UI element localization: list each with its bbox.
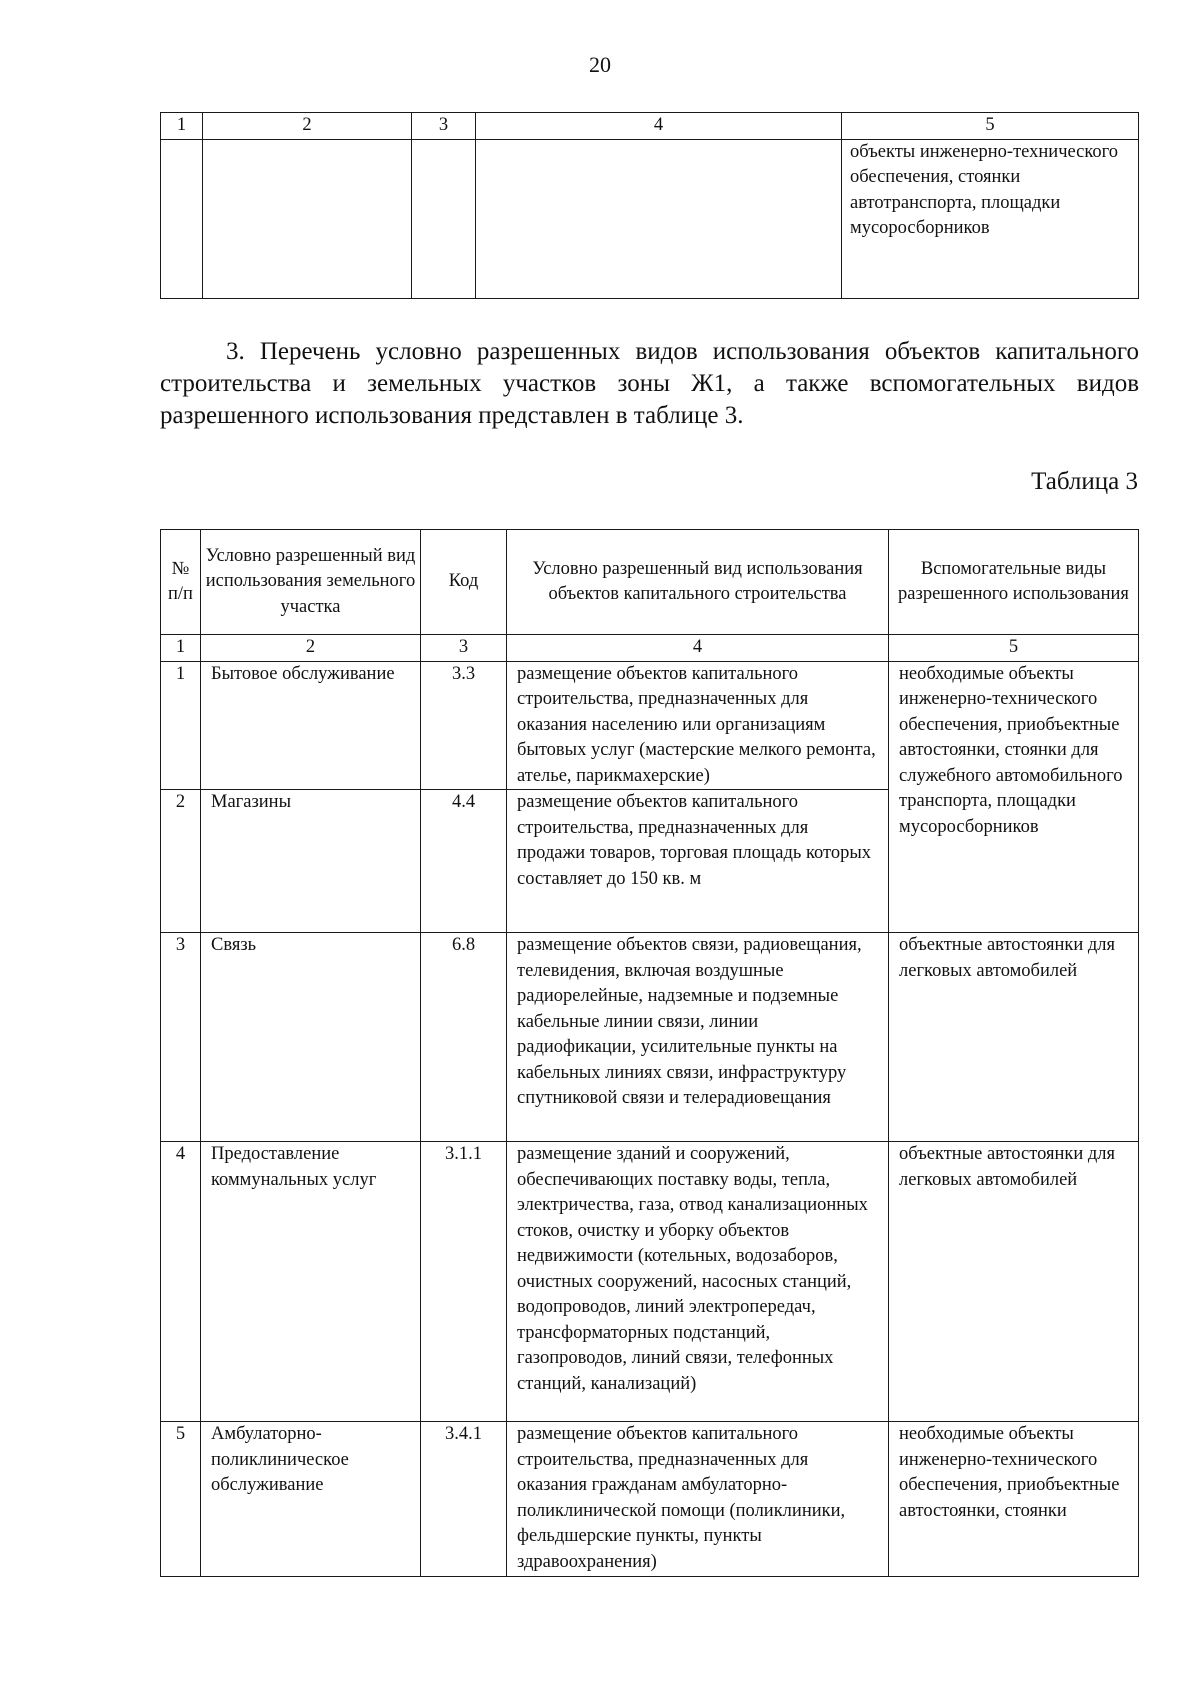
header-number: № п/п: [161, 530, 201, 635]
row-number: 1: [161, 661, 201, 790]
code-cell: 3.4.1: [421, 1422, 507, 1577]
column-number: 1: [161, 113, 203, 140]
column-number-row: [161, 113, 1139, 140]
column-number: 4: [476, 113, 842, 140]
table-header-row: [161, 530, 1139, 635]
table-cell: [161, 139, 203, 298]
capital-use-cell: размещение объектов капитального строительства, предназначенных для оказания населению или организациям бытовых услуг (мастерские мелкого ремонта, ателье, парикмахерские): [507, 661, 889, 790]
capital-use-cell: размещение объектов капитального строительства, предназначенных для продажи товаров, торговая площадь которых составляет до 150 кв. м: [507, 790, 889, 933]
column-number: 4: [507, 635, 889, 662]
code-cell: 4.4: [421, 790, 507, 933]
section-paragraph: [160, 336, 1139, 432]
paragraph-text: 3. Перечень условно разрешенных видов использования объектов капитального строительства и земельных участков зоны Ж1, а также вспомогательных видов разрешенного использования представлен в таблице 3.: [160, 338, 1139, 429]
header-auxiliary: Вспомогательные виды разрешенного использования: [889, 530, 1139, 635]
table-cell: [412, 139, 476, 298]
column-number: 2: [201, 635, 421, 662]
land-use-cell: Магазины: [201, 790, 421, 933]
code-cell: 3.3: [421, 661, 507, 790]
land-use-cell: Амбулаторно-поликлиническое обслуживание: [201, 1422, 421, 1577]
table-caption: Таблица 3: [1031, 468, 1138, 495]
column-number: 2: [203, 113, 412, 140]
land-use-cell: Бытовое обслуживание: [201, 661, 421, 790]
land-use-cell: Предоставление коммунальных услуг: [201, 1142, 421, 1422]
auxiliary-use-cell: необходимые объекты инженерно-технического обеспечения, приобъектные автостоянки, стоянки: [889, 1422, 1139, 1577]
table-row: [161, 661, 1139, 790]
capital-use-cell: размещение объектов капитального строительства, предназначенных для оказания гражданам амбулаторно-поликлинической помощи (поликлиники, фельдшерские пункты, пункты здравоохранения): [507, 1422, 889, 1577]
column-number-row: [161, 635, 1139, 662]
auxiliary-use-cell: объектные автостоянки для легковых автомобилей: [889, 1142, 1139, 1422]
capital-use-cell: размещение зданий и сооружений, обеспечивающих поставку воды, тепла, электричества, газа, отвод канализационных стоков, очистку и уборку объектов недвижимости (котельных, водозаборов, очистных сооружений, насосных станций, водопроводов, линий электропередач, трансформаторных подстанций, газопроводов, линий связи, телефонных станций, канализаций): [507, 1142, 889, 1422]
auxiliary-use-cell: объектные автостоянки для легковых автомобилей: [889, 933, 1139, 1142]
table-row: [161, 1422, 1139, 1577]
capital-use-cell: размещение объектов связи, радиовещания, телевидения, включая воздушные радиорелейные, надземные и подземные кабельные линии связи, линии радиофикации, усилительные пункты на кабельных линиях связи, инфраструктуру спутниковой связи и телерадиовещания: [507, 933, 889, 1142]
header-land-use: Условно разрешенный вид использования земельного участка: [201, 530, 421, 635]
code-cell: 3.1.1: [421, 1142, 507, 1422]
page-number: 20: [589, 52, 611, 77]
table-3: [160, 529, 1139, 1577]
row-number: 5: [161, 1422, 201, 1577]
table-cell: [476, 139, 842, 298]
column-number: 5: [842, 113, 1139, 140]
table-row: [161, 139, 1139, 298]
column-number: 3: [412, 113, 476, 140]
column-number: 3: [421, 635, 507, 662]
auxiliary-use-cell: необходимые объекты инженерно-технического обеспечения, приобъектные автостоянки, стоянки для служебного автомобильного транспорта, площадки мусоросборников: [889, 661, 1139, 933]
table-row: [161, 933, 1139, 1142]
table-row: [161, 1142, 1139, 1422]
row-number: 4: [161, 1142, 201, 1422]
auxiliary-use-cell: объекты инженерно-технического обеспечения, стоянки автотранспорта, площадки мусоросборников: [842, 139, 1139, 298]
column-number: 1: [161, 635, 201, 662]
header-capital-use: Условно разрешенный вид использования объектов капитального строительства: [507, 530, 889, 635]
row-number: 2: [161, 790, 201, 933]
column-number: 5: [889, 635, 1139, 662]
code-cell: 6.8: [421, 933, 507, 1142]
land-use-cell: Связь: [201, 933, 421, 1142]
row-number: 3: [161, 933, 201, 1142]
header-code: Код: [421, 530, 507, 635]
continuation-table: [160, 112, 1139, 299]
table-cell: [203, 139, 412, 298]
